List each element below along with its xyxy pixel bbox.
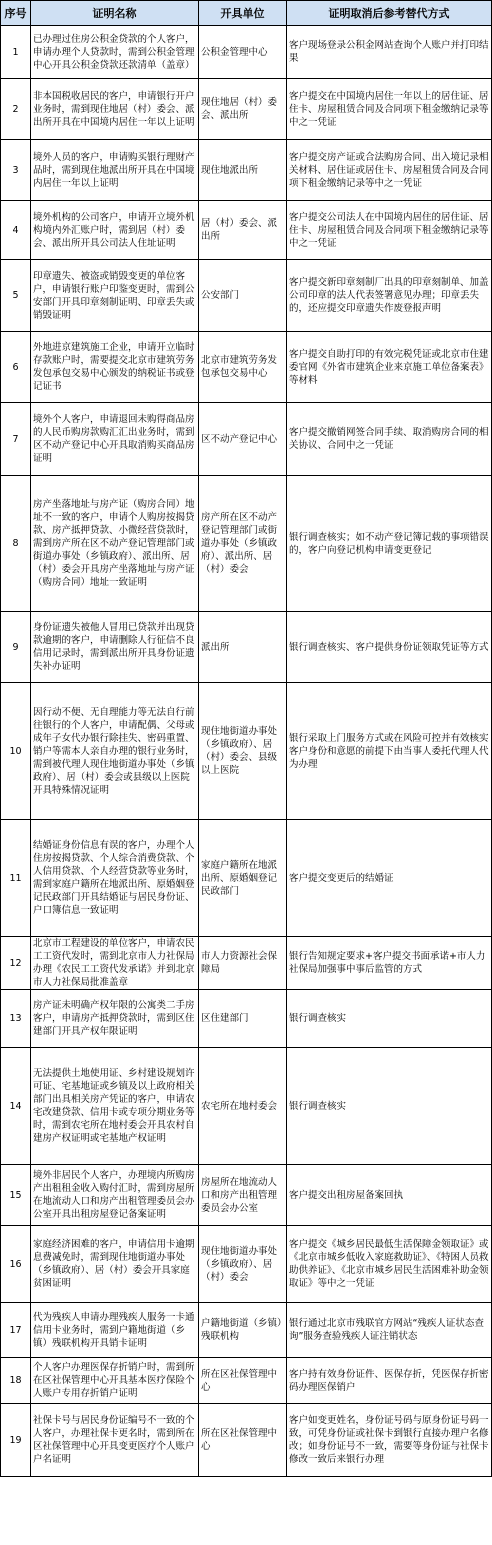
certificate-name: 房产证未明确产权年限的公寓类二手房客户，申请房产抵押贷款时，需到区住建部门开具产权年限证明	[31, 990, 199, 1048]
table-row	[1, 990, 492, 1048]
row-index: 19	[1, 1404, 31, 1477]
row-index: 7	[1, 403, 31, 476]
table-row	[1, 683, 492, 820]
row-index: 12	[1, 937, 31, 990]
table-row	[1, 140, 492, 201]
header-issuing-unit: 开具单位	[199, 1, 287, 26]
row-index: 10	[1, 683, 31, 820]
table-body	[1, 26, 492, 1477]
certificate-name: 印章遗失、被盗或销毁变更的单位客户，申请银行账户印鉴变更时，需到公安部门开具印章刻制证明、印章丢失或销毁证明	[31, 260, 199, 332]
certificate-name: 家庭经济困难的客户，申请信用卡逾期息费减免时，需到现住地街道办事处（乡镇政府）、居（村）委会开具家庭贫困证明	[31, 1226, 199, 1303]
table-row	[1, 937, 492, 990]
row-index: 17	[1, 1303, 31, 1358]
certificate-name: 社保卡号与居民身份证编号不一致的个人客户，办理社保卡更名时，需到所在区社保管理中心开具变更医疗个人账户户名证明	[31, 1404, 199, 1477]
header-index: 序号	[1, 1, 31, 26]
alternative-method: 银行采取上门服务方式或在风险可控并有效核实客户身份和意愿的前提下由当事人委托代理人代为办理	[287, 683, 492, 820]
alternative-method: 银行调查核实；如不动产登记簿记载的事项错误的，客户向登记机构申请变更登记	[287, 476, 492, 612]
row-index: 13	[1, 990, 31, 1048]
issuing-unit: 公安部门	[199, 260, 287, 332]
table-row	[1, 332, 492, 403]
issuing-unit: 所在区社保管理中心	[199, 1404, 287, 1477]
alternative-method: 客户如变更姓名，身份证号码与原身份证号码一致，可凭身份证或社保卡到银行直接办理户名修改；如身份证号不一致，需要等身份证与社保卡修改一致后来银行办理	[287, 1404, 492, 1477]
certificate-name: 外地进京建筑施工企业，申请开立临时存款账户时，需要提交北京市建筑劳务发包承包交易中心颁发的纳税证书或登记证书	[31, 332, 199, 403]
table-row	[1, 476, 492, 612]
certificate-name: 境外个人客户，申请退回未购得商品房的人民币购房款购汇汇出业务时，需到区不动产登记中心开具取消购买商品房证明	[31, 403, 199, 476]
table-row	[1, 260, 492, 332]
alternative-method: 客户持有效身份证件、医保存折，凭医保存折密码办理医保销户	[287, 1358, 492, 1404]
table-row	[1, 79, 492, 140]
issuing-unit: 现住地街道办事处（乡镇政府）、居（村）委会、县级以上医院	[199, 683, 287, 820]
alternative-method: 客户现场登录公积金网站查询个人账户并打印结果	[287, 26, 492, 79]
table-row	[1, 26, 492, 79]
issuing-unit: 市人力资源社会保障局	[199, 937, 287, 990]
certificate-name: 境外人员的客户，申请购买银行理财产品时，需到现住地派出所开具在中国境内居住一年以上证明	[31, 140, 199, 201]
table-row	[1, 820, 492, 937]
issuing-unit: 户籍地街道（乡镇）残联机构	[199, 1303, 287, 1358]
alternative-method: 客户提交《城乡居民最低生活保障金领取证》或《北京市城乡低收入家庭救助证》、《特困人员救助供养证》、《北京市城乡居民生活困难补助金领取证》等中之一凭证	[287, 1226, 492, 1303]
table-row	[1, 612, 492, 683]
issuing-unit: 现住地派出所	[199, 140, 287, 201]
table-row	[1, 1226, 492, 1303]
row-index: 16	[1, 1226, 31, 1303]
table-row	[1, 1303, 492, 1358]
alternative-method: 客户提交撤销网签合同手续、取消购房合同的相关协议、合同中之一凭证	[287, 403, 492, 476]
row-index: 4	[1, 201, 31, 260]
row-index: 15	[1, 1165, 31, 1226]
table-row	[1, 1048, 492, 1165]
table-row	[1, 1358, 492, 1404]
issuing-unit: 公积金管理中心	[199, 26, 287, 79]
alternative-method: 客户提交房产证或合法购房合同、出入境记录相关材料、居住证或居住卡、房屋租赁合同及合同项下租金缴纳记录等中之一凭证	[287, 140, 492, 201]
table-row	[1, 403, 492, 476]
alternative-method: 银行调查核实	[287, 990, 492, 1048]
issuing-unit: 房屋所在地流动人口和房产出租管理委员会办公室	[199, 1165, 287, 1226]
issuing-unit: 农宅所在地村委会	[199, 1048, 287, 1165]
issuing-unit: 家庭户籍所在地派出所、原婚姻登记民政部门	[199, 820, 287, 937]
certificate-name: 境外机构的公司客户，申请开立境外机构境内外汇账户时，需到居（村）委会、派出所开具公司法人住址证明	[31, 201, 199, 260]
table-row	[1, 1404, 492, 1477]
issuing-unit: 北京市建筑劳务发包承包交易中心	[199, 332, 287, 403]
row-index: 5	[1, 260, 31, 332]
certificate-name: 非本国税收居民的客户，申请银行开户业务时，需到现住地居（村）委会、派出所开具在中国境内居住一年以上证明	[31, 79, 199, 140]
certificate-name: 结婚证身份信息有误的客户，办理个人住房按揭贷款、个人综合消费贷款、个人信用贷款、个人经营贷款等业务时，需到家庭户籍所在地派出所、原婚姻登记民政部门开具结婚证与居民身份证、户口簿信息一致证明	[31, 820, 199, 937]
alternative-method: 银行告知规定要求+客户提交书面承诺+市人力社保局加强事中事后监管的方式	[287, 937, 492, 990]
alternative-method: 客户提交在中国境内居住一年以上的居住证、居住卡、房屋租赁合同及合同项下租金缴纳记录等中之一凭证	[287, 79, 492, 140]
certificate-name: 个人客户办理医保存折销户时，需到所在区社保管理中心开具基本医疗保险个人账户专用存折销户证明	[31, 1358, 199, 1404]
alternative-method: 银行调查核实、客户提供身份证领取凭证等方式	[287, 612, 492, 683]
certificate-name: 房产坐落地址与房产证（购房合同）地址不一致的客户，申请个人购房按揭贷款、房产抵押贷款、小微经营贷款时，需到房产所在区不动产登记管理部门或街道办事处（乡镇政府）、派出所、居（村）委会开具房产坐落地址与房产证（购房合同）地址一致证明	[31, 476, 199, 612]
row-index: 18	[1, 1358, 31, 1404]
alternative-method: 客户提交出租房屋备案回执	[287, 1165, 492, 1226]
row-index: 3	[1, 140, 31, 201]
certificate-name: 境外非居民个人客户，办理境内所购房产出租租金收入购付汇时，需到房屋所在地流动人口和房产出租管理委员会办公室开具出租房屋登记备案证明	[31, 1165, 199, 1226]
header-certificate-name: 证明名称	[31, 1, 199, 26]
certificate-name: 无法提供土地使用证、乡村建设规划许可证、宅基地证或乡镇及以上政府相关部门出具相关房产凭证的客户，申请农宅改建贷款、信用卡或专项分期业务等时，需到农宅所在地村委会开具农村自建房产权证明或宅基地产权证明	[31, 1048, 199, 1165]
alternative-method: 银行通过北京市残联官方网站“残疾人证状态查询”服务查验残疾人证注销状态	[287, 1303, 492, 1358]
alternative-method: 银行调查核实	[287, 1048, 492, 1165]
issuing-unit: 所在区社保管理中心	[199, 1358, 287, 1404]
table-header-row	[1, 1, 492, 26]
issuing-unit: 房产所在区不动产登记管理部门或街道办事处（乡镇政府）、派出所、居（村）委会	[199, 476, 287, 612]
alternative-method: 客户提交新印章刻制厂出具的印章刻制单、加盖公司印章的法人代表签署意见办理；印章丢失的，还应提交印章遗失作废登报声明	[287, 260, 492, 332]
issuing-unit: 区不动产登记中心	[199, 403, 287, 476]
table-row	[1, 201, 492, 260]
row-index: 11	[1, 820, 31, 937]
header-alternative-method: 证明取消后参考替代方式	[287, 1, 492, 26]
alternative-method: 客户提交自助打印的有效完税凭证或北京市住建委官网《外省市建筑企业来京施工单位备案表》等材料	[287, 332, 492, 403]
issuing-unit: 派出所	[199, 612, 287, 683]
certificate-name: 因行动不便、无自理能力等无法自行前往银行的个人客户，申请配偶、父母或成年子女代办银行除挂失、密码重置、销户等需本人亲自办理的银行业务时，需到被代理人现住地街道办事处（乡镇政府）、居（村）委会或县级以上医院开具特殊情况证明	[31, 683, 199, 820]
certificate-name: 北京市工程建设的单位客户，申请农民工工资代发时，需到北京市人力社保局办理《农民工工资代发承诺》并到北京市人力社保局批准盖章	[31, 937, 199, 990]
certificate-name: 代为残疾人申请办理残疾人服务一卡通信用卡业务时，需到户籍地街道（乡镇）残联机构开具销卡证明	[31, 1303, 199, 1358]
table-row	[1, 1165, 492, 1226]
row-index: 1	[1, 26, 31, 79]
certificate-name: 身份证遗失被他人冒用已贷款并出现贷款逾期的客户，申请删除人行征信不良信用记录时，需到派出所开具身份证遗失补办证明	[31, 612, 199, 683]
issuing-unit: 现住地居（村）委会、派出所	[199, 79, 287, 140]
issuing-unit: 区住建部门	[199, 990, 287, 1048]
issuing-unit: 居（村）委会、派出所	[199, 201, 287, 260]
row-index: 8	[1, 476, 31, 612]
alternative-method: 客户提交变更后的结婚证	[287, 820, 492, 937]
row-index: 2	[1, 79, 31, 140]
alternative-method: 客户提交公司法人在中国境内居住的居住证、居住卡、房屋租赁合同及合同项下租金缴纳记录等中之一凭证	[287, 201, 492, 260]
issuing-unit: 现住地街道办事处（乡镇政府）、居（村）委会	[199, 1226, 287, 1303]
row-index: 14	[1, 1048, 31, 1165]
row-index: 9	[1, 612, 31, 683]
row-index: 6	[1, 332, 31, 403]
certificate-name: 已办理过住房公积金贷款的个人客户，申请办理个人贷款时，需到公积金管理中心开具公积金贷款还款清单（盖章）	[31, 26, 199, 79]
